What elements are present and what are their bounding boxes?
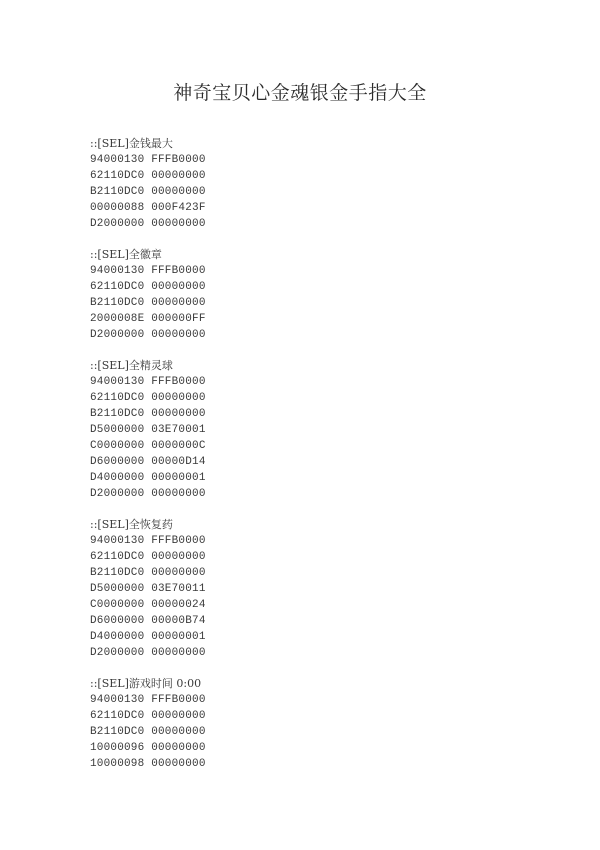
code-line: C0000000 00000024	[90, 599, 206, 611]
code-line: D2000000 00000000	[90, 329, 206, 341]
code-line: 10000096 00000000	[90, 742, 206, 754]
code-line: D5000000 03E70011	[90, 583, 206, 595]
code-line: D6000000 00000B74	[90, 615, 206, 627]
cheat-title: ::[SEL]全恢复药	[90, 518, 173, 531]
code-line: 00000088 000F423F	[90, 202, 206, 214]
code-line: 94000130 FFFB0000	[90, 265, 206, 277]
code-line: 62110DC0 00000000	[90, 170, 206, 182]
code-line: D2000000 00000000	[90, 488, 206, 500]
code-line: B2110DC0 00000000	[90, 567, 206, 579]
code-line: 62110DC0 00000000	[90, 551, 206, 563]
cheat-title: ::[SEL]全精灵球	[90, 359, 173, 372]
code-line: D5000000 03E70001	[90, 424, 206, 436]
code-line: 62110DC0 00000000	[90, 281, 206, 293]
code-line: D2000000 00000000	[90, 647, 206, 659]
code-line: B2110DC0 00000000	[90, 726, 206, 738]
code-line: B2110DC0 00000000	[90, 297, 206, 309]
code-line: 2000008E 000000FF	[90, 313, 206, 325]
code-line: B2110DC0 00000000	[90, 408, 206, 420]
cheat-block-max-money	[90, 136, 510, 232]
code-line: D4000000 00000001	[90, 631, 206, 643]
code-line: 94000130 FFFB0000	[90, 535, 206, 547]
code-line: 94000130 FFFB0000	[90, 694, 206, 706]
cheat-block-all-recovery-items	[90, 517, 510, 661]
code-line: 94000130 FFFB0000	[90, 154, 206, 166]
cheat-block-game-time	[90, 676, 510, 772]
cheat-title: ::[SEL]游戏时间 0:00	[90, 677, 202, 690]
code-line: D4000000 00000001	[90, 472, 206, 484]
cheat-list	[90, 136, 510, 787]
code-line: D6000000 00000D14	[90, 456, 206, 468]
code-line: 62110DC0 00000000	[90, 392, 206, 404]
cheat-block-all-pokeballs	[90, 358, 510, 502]
code-line: C0000000 0000000C	[90, 440, 206, 452]
cheat-title: ::[SEL]全徽章	[90, 248, 162, 261]
cheat-block-all-badges	[90, 247, 510, 343]
code-line: 62110DC0 00000000	[90, 710, 206, 722]
page-title: 神奇宝贝心金魂银金手指大全	[173, 82, 427, 104]
code-line: 10000098 00000000	[90, 758, 206, 770]
code-line: 94000130 FFFB0000	[90, 376, 206, 388]
code-line: D2000000 00000000	[90, 218, 206, 230]
cheat-title: ::[SEL]金钱最大	[90, 137, 173, 150]
code-line: B2110DC0 00000000	[90, 186, 206, 198]
